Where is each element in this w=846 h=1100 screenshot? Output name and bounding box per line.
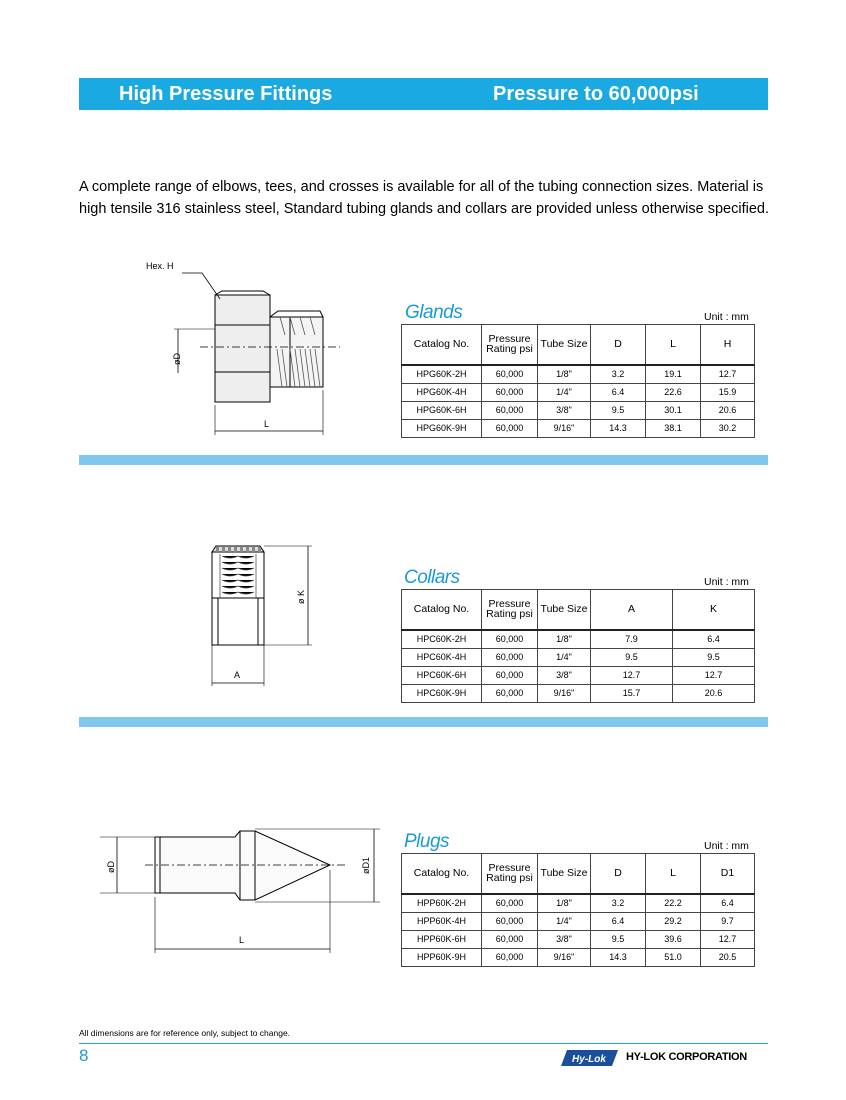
table-cell: 1/4" [538, 912, 591, 930]
gland-hex-label: Hex. H [146, 261, 174, 271]
table-cell: 9.5 [591, 930, 646, 948]
header-bar [79, 78, 768, 110]
table-row [402, 666, 755, 684]
glands-table [401, 324, 755, 438]
table-cell: 7.9 [591, 630, 673, 649]
column-header: L [646, 325, 701, 365]
column-header: Pressure Rating psi [482, 590, 538, 630]
plug-drawing [95, 825, 380, 955]
glands-unit: Unit : mm [704, 311, 749, 323]
table-row [402, 648, 755, 666]
table-cell: 60,000 [482, 684, 538, 702]
table-cell: 20.6 [673, 684, 755, 702]
logo-text: Hy-Lok [572, 1054, 606, 1065]
table-row [402, 894, 755, 913]
table-cell: 12.7 [701, 930, 755, 948]
table-row [402, 684, 755, 702]
collars-table [401, 589, 755, 703]
table-cell: 14.3 [591, 948, 646, 966]
table-cell: 60,000 [482, 365, 538, 384]
collars-title: Collars [404, 567, 460, 588]
table-cell: HPG60K-9H [402, 419, 482, 437]
table-cell: 30.1 [646, 401, 701, 419]
table-row [402, 401, 755, 419]
table-row [402, 912, 755, 930]
column-header: K [673, 590, 755, 630]
column-header: Tube Size [538, 590, 591, 630]
plugs-title: Plugs [404, 831, 450, 852]
table-cell: 9/16" [538, 419, 591, 437]
table-cell: 38.1 [646, 419, 701, 437]
table-cell: 3.2 [591, 365, 646, 384]
table-cell: HPC60K-6H [402, 666, 482, 684]
table-row [402, 948, 755, 966]
table-cell: 39.6 [646, 930, 701, 948]
table-cell: 9.5 [673, 648, 755, 666]
column-header: Pressure Rating psi [482, 325, 538, 365]
table-cell: 51.0 [646, 948, 701, 966]
table-cell: 1/8" [538, 894, 591, 913]
footer-line [79, 1043, 768, 1044]
column-header: Tube Size [538, 854, 591, 894]
column-header: Catalog No. [402, 854, 482, 894]
table-cell: 20.6 [701, 401, 755, 419]
table-cell: 15.7 [591, 684, 673, 702]
table-cell: HPC60K-4H [402, 648, 482, 666]
table-cell: 3/8" [538, 401, 591, 419]
table-cell: 9.5 [591, 648, 673, 666]
column-header: L [646, 854, 701, 894]
table-cell: 9/16" [538, 948, 591, 966]
table-cell: HPC60K-2H [402, 630, 482, 649]
plug-l-label: L [239, 935, 245, 945]
section-divider [79, 455, 768, 465]
table-cell: HPP60K-9H [402, 948, 482, 966]
table-cell: 6.4 [701, 894, 755, 913]
table-row [402, 930, 755, 948]
table-cell: 60,000 [482, 419, 538, 437]
table-cell: 60,000 [482, 666, 538, 684]
table-cell: 60,000 [482, 648, 538, 666]
table-cell: 9.5 [591, 401, 646, 419]
table-cell: HPG60K-2H [402, 365, 482, 384]
page-number: 8 [79, 1046, 89, 1065]
plug-d-label: øD [106, 861, 116, 873]
column-header: Catalog No. [402, 325, 482, 365]
plugs-table [401, 853, 755, 967]
footnote: All dimensions are for reference only, subject to change. [79, 1028, 291, 1038]
gland-drawing [130, 255, 350, 440]
table-cell: 60,000 [482, 948, 538, 966]
company-name: HY-LOK CORPORATION [626, 1051, 747, 1063]
table-cell: 60,000 [482, 894, 538, 913]
table-cell: 6.4 [673, 630, 755, 649]
column-header: A [591, 590, 673, 630]
table-cell: 29.2 [646, 912, 701, 930]
collar-drawing [200, 538, 330, 688]
column-header: D1 [701, 854, 755, 894]
table-cell: 3/8" [538, 930, 591, 948]
table-cell: 22.2 [646, 894, 701, 913]
table-cell: HPG60K-4H [402, 383, 482, 401]
page-subtitle: Pressure to 60,000psi [493, 83, 699, 105]
table-row [402, 630, 755, 649]
plug-d1-label: øD1 [361, 856, 371, 874]
table-row [402, 365, 755, 384]
table-cell: 60,000 [482, 383, 538, 401]
gland-d-label: øD [172, 353, 182, 365]
table-cell: 60,000 [482, 912, 538, 930]
page-title: High Pressure Fittings [119, 83, 333, 105]
table-cell: 12.7 [701, 365, 755, 384]
table-cell: 30.2 [701, 419, 755, 437]
table-cell: HPP60K-4H [402, 912, 482, 930]
table-row [402, 419, 755, 437]
gland-l-label: L [264, 419, 270, 429]
table-cell: 60,000 [482, 930, 538, 948]
table-row [402, 383, 755, 401]
table-cell: 1/8" [538, 365, 591, 384]
column-header: Pressure Rating psi [482, 854, 538, 894]
table-cell: 22.6 [646, 383, 701, 401]
table-cell: HPP60K-6H [402, 930, 482, 948]
table-cell: 15.9 [701, 383, 755, 401]
table-cell: 20.5 [701, 948, 755, 966]
table-cell: 6.4 [591, 383, 646, 401]
column-header: D [591, 854, 646, 894]
table-cell: 1/4" [538, 383, 591, 401]
table-cell: 60,000 [482, 630, 538, 649]
glands-title: Glands [405, 302, 463, 323]
table-cell: 3/8" [538, 666, 591, 684]
collars-unit: Unit : mm [704, 576, 749, 588]
column-header: H [701, 325, 755, 365]
hylok-logo [561, 1048, 618, 1068]
column-header: D [591, 325, 646, 365]
collar-k-label: ø K [296, 589, 306, 604]
intro-paragraph: A complete range of elbows, tees, and crosses is available for all of the tubing connection sizes. Material is high tensile 316 stainless steel, Standard tubing glands and collars are provided unless otherwise specified. [79, 179, 769, 217]
table-cell: 60,000 [482, 401, 538, 419]
table-cell: 12.7 [673, 666, 755, 684]
table-cell: 3.2 [591, 894, 646, 913]
table-cell: 12.7 [591, 666, 673, 684]
plugs-unit: Unit : mm [704, 840, 749, 852]
table-cell: 9/16" [538, 684, 591, 702]
section-divider [79, 717, 768, 727]
table-cell: 9.7 [701, 912, 755, 930]
collar-a-label: A [234, 670, 241, 680]
table-cell: 1/8" [538, 630, 591, 649]
table-cell: 6.4 [591, 912, 646, 930]
table-cell: HPC60K-9H [402, 684, 482, 702]
column-header: Catalog No. [402, 590, 482, 630]
table-cell: HPG60K-6H [402, 401, 482, 419]
table-cell: 19.1 [646, 365, 701, 384]
table-cell: HPP60K-2H [402, 894, 482, 913]
table-cell: 14.3 [591, 419, 646, 437]
table-cell: 1/4" [538, 648, 591, 666]
column-header: Tube Size [538, 325, 591, 365]
